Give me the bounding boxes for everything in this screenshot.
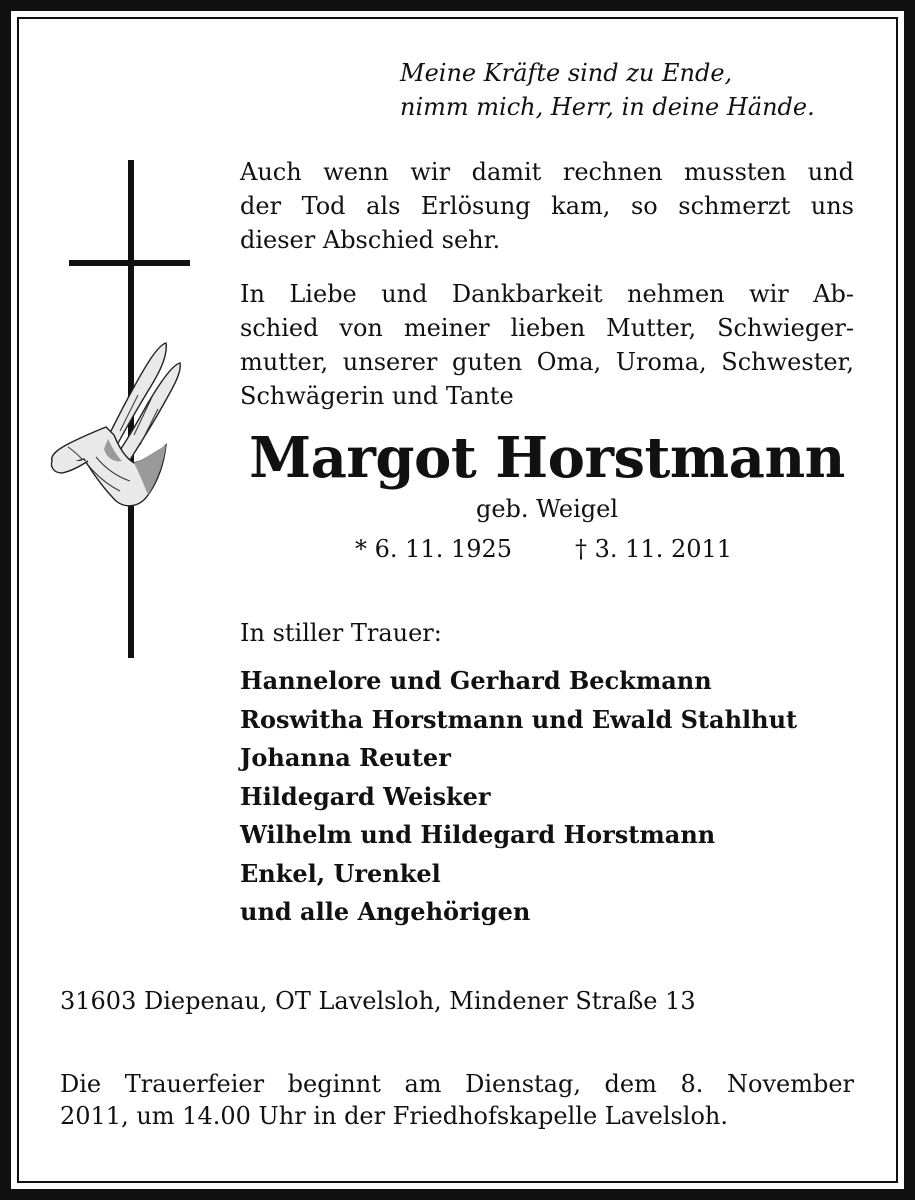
mourner-name: Johanna Reuter	[240, 743, 451, 772]
motto-line: nimm mich, Herr, in deine Hände.	[400, 93, 815, 121]
cross-bar	[69, 260, 190, 266]
farewell-paragraph	[240, 277, 854, 413]
text-line: In Liebe und Dankbarkeit nehmen wir Ab-	[240, 280, 854, 308]
praying-hands-icon	[48, 335, 188, 510]
intro-paragraph	[240, 155, 854, 257]
text-line: Schwägerin und Tante	[240, 382, 514, 410]
mourner-name: Hildegard Weisker	[240, 781, 491, 811]
mourners-list	[240, 662, 870, 932]
birth-name: geb. Weigel	[475, 495, 619, 523]
text-line: schied von meiner lieben Mutter, Schwieger-	[240, 314, 854, 342]
mourner-name: Enkel, Urenkel	[240, 858, 441, 888]
text-line: Die Trauerfeier beginnt am Dienstag, dem 8. November	[60, 1070, 854, 1098]
ceremony-notice	[60, 1068, 854, 1132]
motto-verse	[400, 56, 870, 124]
text-line: Auch wenn wir damit rechnen mussten und	[240, 158, 854, 186]
mourner-name: und alle Angehörigen	[240, 897, 531, 926]
text-line: dieser Abschied sehr.	[240, 226, 501, 254]
text-line: mutter, unserer guten Oma, Uroma, Schwester,	[240, 348, 854, 376]
mourner-name: Hannelore und Gerhard Beckmann	[240, 666, 712, 695]
deceased-name: Margot Horstmann	[249, 425, 845, 491]
motto-line: Meine Kräfte sind zu Ende,	[400, 59, 733, 87]
death-date: † 3. 11. 2011	[575, 535, 733, 563]
mourner-name: Roswitha Horstmann und Ewald Stahlhut	[240, 704, 798, 734]
text-line: 2011, um 14.00 Uhr in der Friedhofskapelle Lavelsloh.	[60, 1102, 729, 1130]
mourner-name: Wilhelm und Hildegard Horstmann	[240, 820, 716, 849]
mourning-label: In stiller Trauer:	[240, 619, 442, 647]
birth-date: * 6. 11. 1925	[355, 535, 513, 563]
address: 31603 Diepenau, OT Lavelsloh, Mindener Straße 13	[60, 987, 696, 1015]
text-line: der Tod als Erlösung kam, so schmerzt uns	[240, 192, 854, 220]
